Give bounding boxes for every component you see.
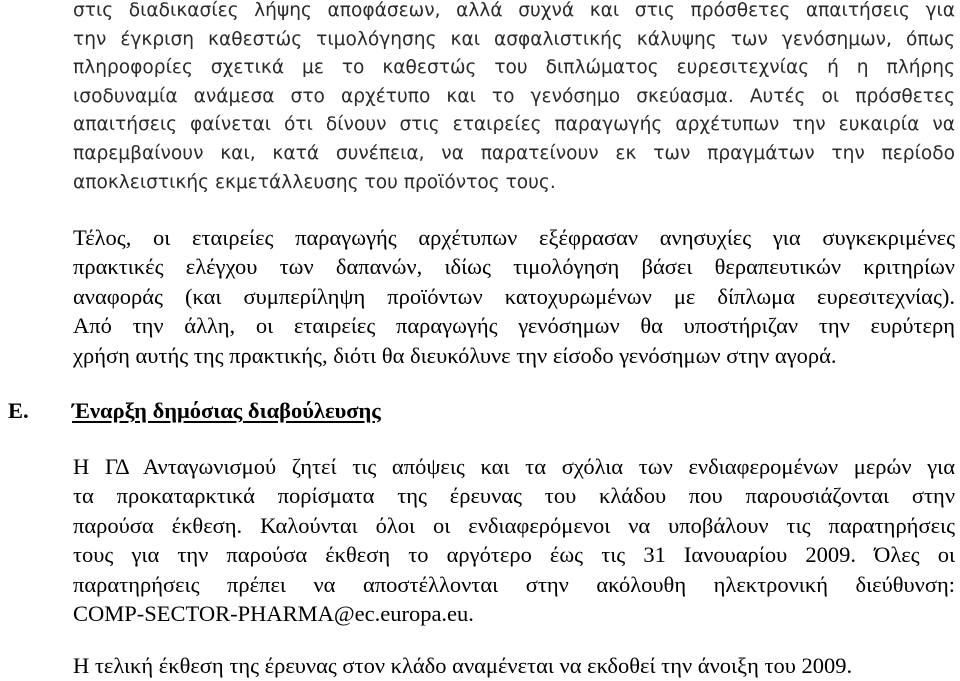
text-line: απαιτήσεις φαίνεται ότι δίνουν στις εταιρείες παραγωγής αρχέτυπων την ευκαιρία να <box>73 114 955 136</box>
text-line: χρήση αυτής της πρακτικής, διότι θα διευκόλυνε την είσοδο γενόσημων στην αγορά. <box>73 342 837 368</box>
section-title: Έναρξη δημόσιας διαβούλευσης <box>72 398 381 423</box>
text-line: πρακτικές ελέγχου των δαπανών, ιδίως τιμολόγηση βάσει θεραπευτικών κριτηρίων <box>73 254 955 280</box>
paragraph-consultation <box>73 452 955 628</box>
paragraph-final-report <box>73 651 955 680</box>
section-letter: E. <box>8 398 29 423</box>
text-line: Η ΓΔ Ανταγωνισμού ζητεί τις απόψεις και τα σχόλια των ενδιαφερομένων μερών για <box>73 454 955 479</box>
text-line: τους για την παρούσα έκθεση το αργότερο έως τις 31 Ιανουαρίου 2009. Όλες οι <box>73 542 955 568</box>
text-line: αποκλειστικής εκμετάλλευσης του προϊόντος τους. <box>73 171 556 193</box>
text-line: Από την άλλη, οι εταιρείες παραγωγής γενόσημων θα υποστήριζαν την ευρύτερη <box>73 313 955 339</box>
text-line: αναφοράς (και συμπερίληψη προϊόντων κατοχυρωμένων με δίπλωμα ευρεσιτεχνίας). <box>73 283 955 309</box>
section-heading <box>8 396 381 426</box>
paragraph-cost-control <box>73 223 955 370</box>
text-line: Τέλος, οι εταιρείες παραγωγής αρχέτυπων εξέφρασαν ανησυχίες για συγκεκριμένες <box>73 225 955 250</box>
text-line: ισοδυναμία ανάμεσα στο αρχέτυπο και το γενόσημο σκεύασμα. Αυτές οι πρόσθετες <box>73 85 955 107</box>
text-line: παρεμβαίνουν και, κατά συνέπεια, να παρατείνουν εκ των πραγμάτων την περίοδο <box>73 142 955 164</box>
text-line: τα προκαταρκτικά πορίσματα της έρευνας του κλάδου που παρουσιάζονται στην <box>73 483 955 509</box>
text-line: την έγκριση καθεστώς τιμολόγησης και ασφαλιστικής κάλυψης των γενόσημων, όπως <box>73 28 955 50</box>
email-address[interactable]: COMP-SECTOR-PHARMA@ec.europa.eu. <box>73 600 474 626</box>
text-line: πληροφορίες σχετικά με το καθεστώς του διπλώματος ευρεσιτεχνίας ή η πλήρης <box>73 57 955 79</box>
text-line: στις διαδικασίες λήψης αποφάσεων, αλλά συχνά και στις πρόσθετες απαιτήσεις για <box>73 0 955 21</box>
text-line: παρατηρήσεις πρέπει να αποστέλλονται στην ακόλουθη ηλεκτρονική διεύθυνση: <box>73 571 955 597</box>
paragraph-barriers <box>73 0 955 197</box>
text-line: Η τελική έκθεση της έρευνας στον κλάδο αναμένεται να εκδοθεί την άνοιξη του 2009. <box>73 653 853 678</box>
text-line: παρούσα έκθεση. Καλούνται όλοι οι ενδιαφερόμενοι να υποβάλουν τις παρατηρήσεις <box>73 512 955 538</box>
